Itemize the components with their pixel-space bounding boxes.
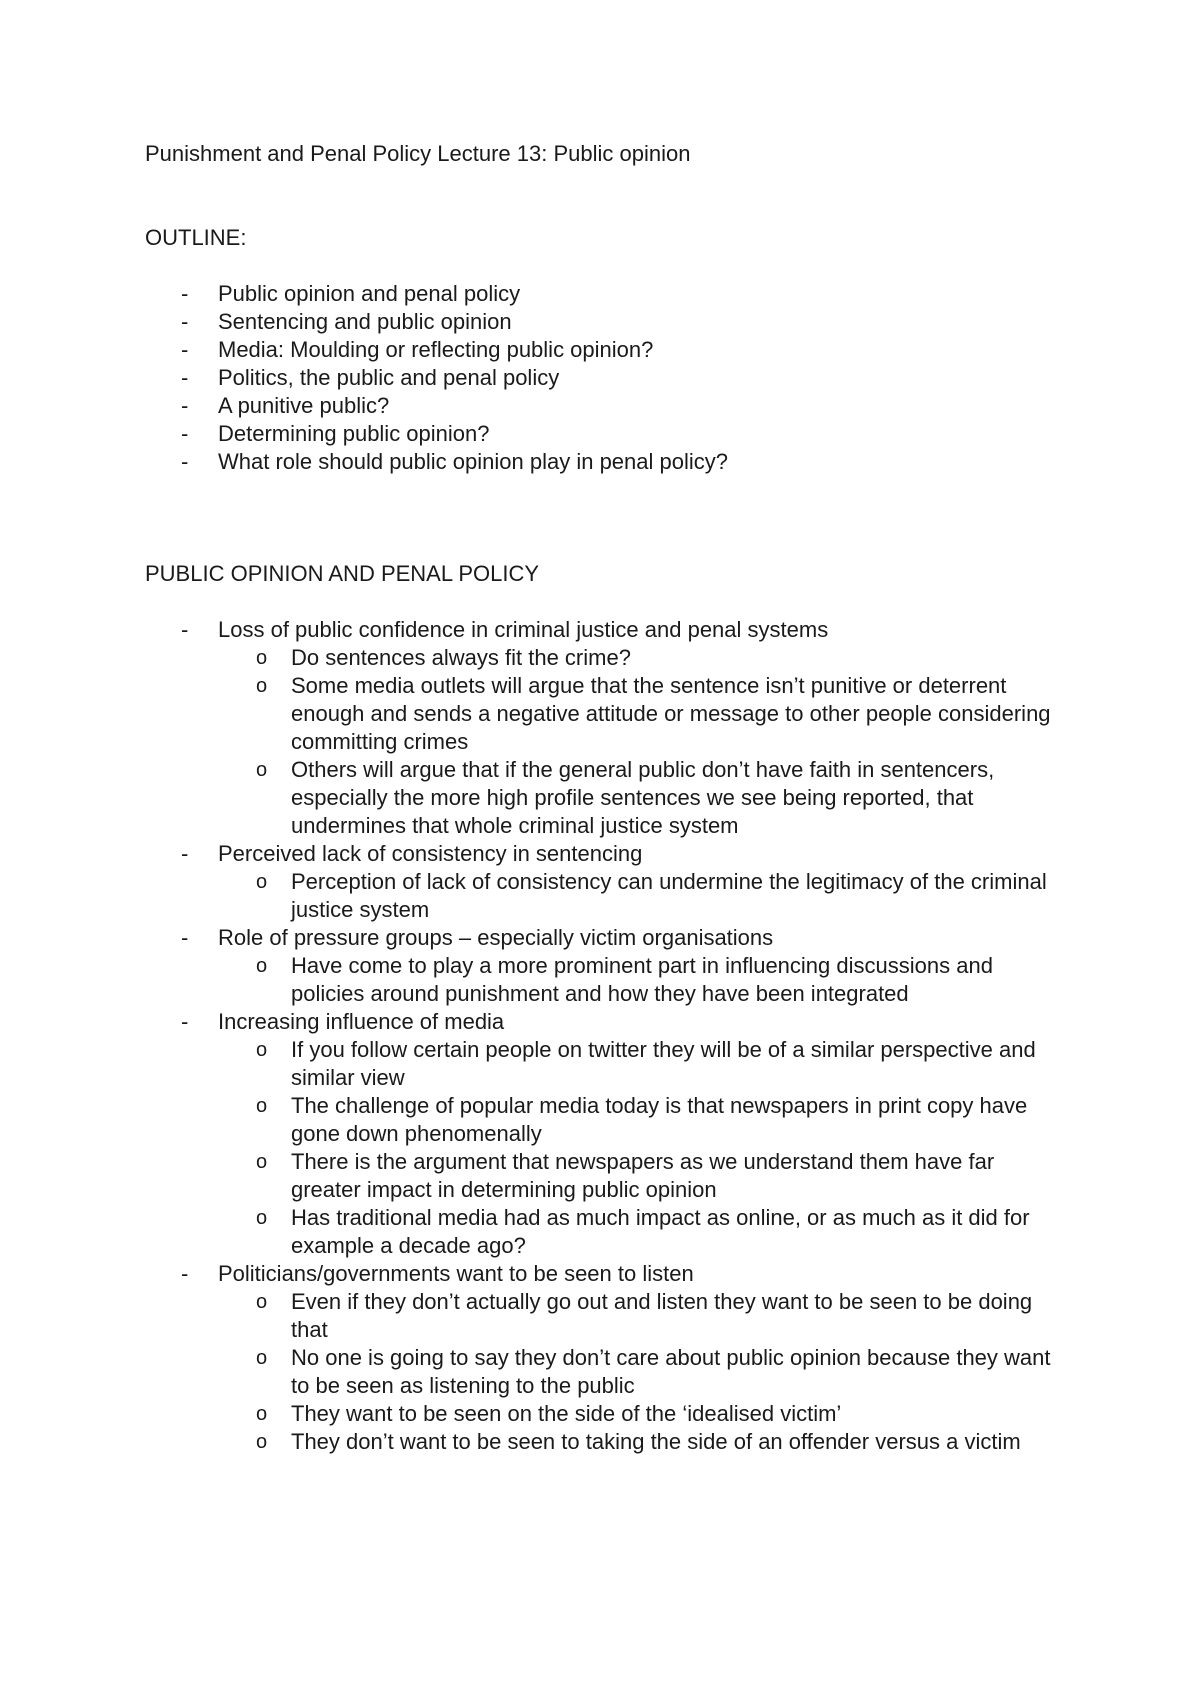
sub-bullet-text: There is the argument that newspapers as we understand them have far greater impact in determining public opinion [291,1149,995,1202]
sub-bullet-list [218,1036,1065,1260]
bullet-item [145,616,1065,840]
bullet-item [145,924,1065,1008]
circle-marker: o [256,955,268,977]
circle-marker: o [256,871,268,893]
bullet-text: Politicians/governments want to be seen to listen [218,1261,694,1286]
circle-marker: o [256,1431,268,1453]
outline-item-text: What role should public opinion play in penal policy? [218,449,728,474]
outline-item [145,420,1065,448]
bullet-item [145,1260,1065,1456]
bullet-text: Loss of public confidence in criminal justice and penal systems [218,617,829,642]
dash-marker: - [181,365,189,390]
sub-bullet-list [218,952,1065,1008]
sub-bullet-item [218,1400,1065,1428]
dash-marker: - [181,841,189,866]
outline-item-text: Public opinion and penal policy [218,281,521,306]
sub-bullet-item [218,672,1065,756]
outline-item [145,448,1065,476]
sub-bullet-item [218,1344,1065,1400]
section-heading: PUBLIC OPINION AND PENAL POLICY [145,561,540,586]
circle-marker: o [256,1039,268,1061]
outline-item [145,364,1065,392]
sub-bullet-text: The challenge of popular media today is that newspapers in print copy have gone down phenomenally [291,1093,1028,1146]
sub-bullet-text: They want to be seen on the side of the ‘idealised victim’ [291,1401,842,1426]
outline-heading: OUTLINE: [145,225,247,250]
sub-bullet-text: No one is going to say they don’t care about public opinion because they want to be seen as listening to the public [291,1345,1051,1398]
sub-bullet-item [218,1204,1065,1260]
circle-marker: o [256,759,268,781]
circle-marker: o [256,1403,268,1425]
outline-list [145,280,1065,476]
outline-item-text: A punitive public? [218,393,390,418]
circle-marker: o [256,647,268,669]
bullet-text: Increasing influence of media [218,1009,505,1034]
dash-marker: - [181,309,189,334]
sub-bullet-item [218,1148,1065,1204]
section-list [145,616,1065,1456]
outline-item-text: Media: Moulding or reflecting public opinion? [218,337,654,362]
circle-marker: o [256,1291,268,1313]
sub-bullet-text: If you follow certain people on twitter they will be of a similar perspective and similar view [291,1037,1036,1090]
outline-item [145,336,1065,364]
page-title: Punishment and Penal Policy Lecture 13: Public opinion [145,141,691,166]
bullet-item [145,840,1065,924]
sub-bullet-text: Have come to play a more prominent part in influencing discussions and policies around punishment and how they have been integrated [291,953,993,1006]
sub-bullet-item [218,644,1065,672]
dash-marker: - [181,421,189,446]
sub-bullet-item [218,756,1065,840]
sub-bullet-item [218,1288,1065,1344]
bullet-text: Role of pressure groups – especially victim organisations [218,925,774,950]
dash-marker: - [181,393,189,418]
sub-bullet-item [218,1036,1065,1092]
sub-bullet-text: Has traditional media had as much impact as online, or as much as it did for example a decade ago? [291,1205,1030,1258]
outline-item [145,308,1065,336]
document-page [145,140,1065,1456]
bullet-item [145,1008,1065,1260]
circle-marker: o [256,1151,268,1173]
circle-marker: o [256,1347,268,1369]
dash-marker: - [181,281,189,306]
dash-marker: - [181,925,189,950]
outline-item [145,280,1065,308]
dash-marker: - [181,337,189,362]
sub-bullet-list [218,1288,1065,1456]
circle-marker: o [256,1207,268,1229]
sub-bullet-text: Perception of lack of consistency can undermine the legitimacy of the criminal justice system [291,869,1047,922]
sub-bullet-list [218,644,1065,840]
dash-marker: - [181,1261,189,1286]
dash-marker: - [181,1009,189,1034]
outline-item [145,392,1065,420]
outline-item-text: Sentencing and public opinion [218,309,512,334]
circle-marker: o [256,1095,268,1117]
dash-marker: - [181,617,189,642]
outline-item-text: Determining public opinion? [218,421,490,446]
sub-bullet-text: Others will argue that if the general public don’t have faith in sentencers, especially the more high profile sentences we see being reported, that undermines that whole criminal justice system [291,757,995,838]
outline-item-text: Politics, the public and penal policy [218,365,560,390]
dash-marker: - [181,449,189,474]
sub-bullet-text: Even if they don’t actually go out and listen they want to be seen to be doing that [291,1289,1033,1342]
sub-bullet-text: Do sentences always fit the crime? [291,645,631,670]
sub-bullet-item [218,868,1065,924]
circle-marker: o [256,675,268,697]
bullet-text: Perceived lack of consistency in sentencing [218,841,643,866]
sub-bullet-item [218,1428,1065,1456]
sub-bullet-text: Some media outlets will argue that the sentence isn’t punitive or deterrent enough and sends a negative attitude or message to other people considering committing crimes [291,673,1051,754]
sub-bullet-text: They don’t want to be seen to taking the side of an offender versus a victim [291,1429,1021,1454]
sub-bullet-list [218,868,1065,924]
sub-bullet-item [218,952,1065,1008]
sub-bullet-item [218,1092,1065,1148]
